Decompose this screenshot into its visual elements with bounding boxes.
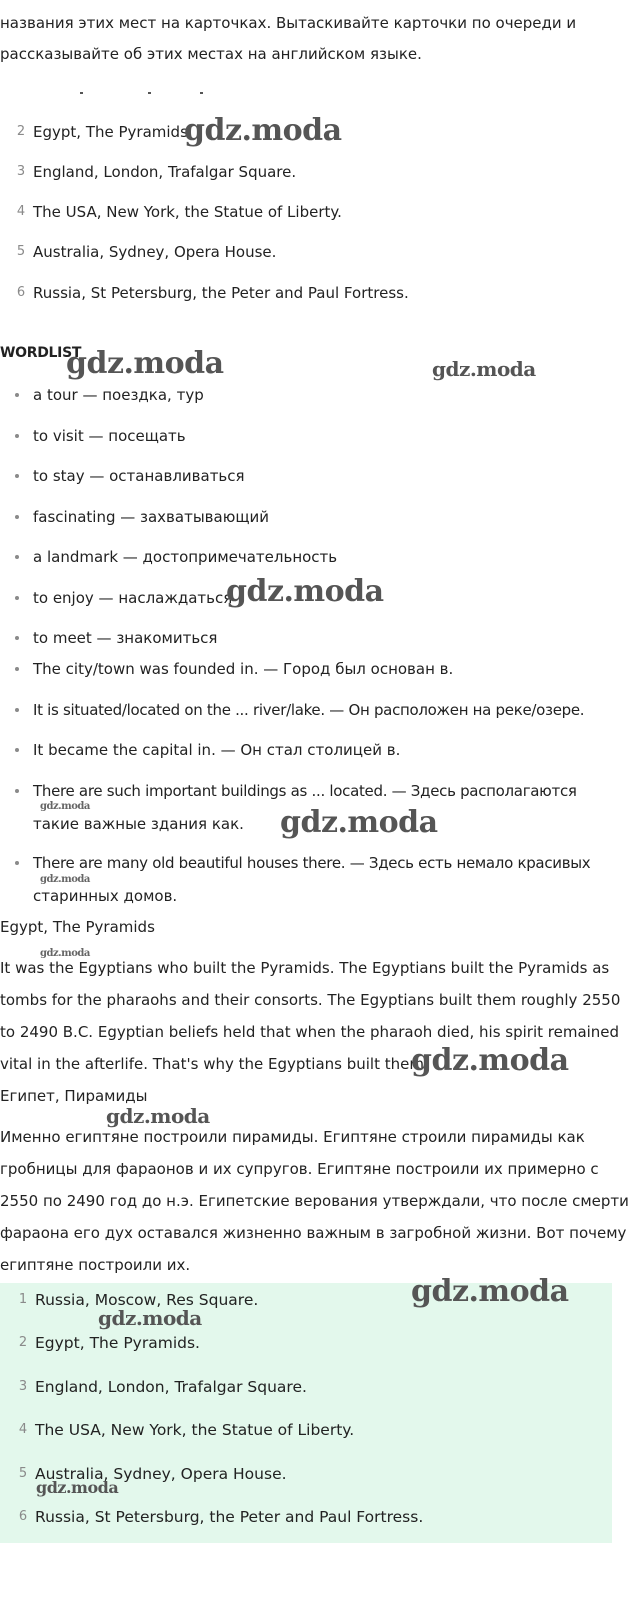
english-title: Egypt, The Pyramids [0,918,155,936]
watermark: gdz.moda [184,113,342,148]
intro-line-1: названия этих мест на карточках. Вытаскивайте карточки по очереди и [0,14,577,32]
bullet-icon [15,555,19,559]
bullet-icon [15,474,19,478]
watermark: gdz.moda [66,346,224,381]
watermark: gdz.moda [40,948,90,959]
intro-text [0,8,632,70]
english-paragraph: It was the Egyptians who built the Pyramids. The Egyptians built the Pyramids as tombs for the pharaohs and their consorts. The Egyptians built them roughly 2550 to 2490 B.C. Egyptian beliefs held that when the pharaoh died, his spirit remained vital in the afterlife. That's why the Egyptians built them. [0,959,621,1073]
bullet-icon [15,861,19,865]
intro-line-2: рассказывайте об этих местах на английском языке. [0,45,422,63]
watermark: gdz.moda [40,874,90,885]
bullet-icon [15,515,19,519]
watermark: gdz.moda [411,1274,569,1309]
watermark: gdz.moda [36,1478,119,1497]
cards-highlight-panel [0,1283,612,1543]
bullet-icon [15,393,19,397]
bullet-icon [15,434,19,438]
watermark: gdz.moda [98,1306,202,1330]
watermark: gdz.moda [106,1104,210,1128]
scan-artifact [0,86,240,100]
bullet-icon [15,789,19,793]
watermark: gdz.moda [432,357,536,381]
bullet-icon [15,596,19,600]
bullet-icon [15,748,19,752]
bullet-icon [15,708,19,712]
watermark: gdz.moda [40,801,90,812]
russian-title: Египет, Пирамиды [0,1087,148,1105]
watermark: gdz.moda [226,574,384,609]
watermark: gdz.moda [411,1043,569,1078]
bullet-icon [15,667,19,671]
wordlist-heading: WORDLIST [0,345,82,361]
watermark: gdz.moda [280,805,438,840]
bullet-icon [15,636,19,640]
russian-paragraph: Именно египтяне построили пирамиды. Египтяне строили пирамиды как гробницы для фараонов и их супругов. Египтяне построили их примерно с 2550 по 2490 год до н.э. Египетские верования утверждали, что после смерти фараона его дух оставался жизненно важным в загробной жизни. Вот почему египтяне построили их. [0,1128,629,1274]
